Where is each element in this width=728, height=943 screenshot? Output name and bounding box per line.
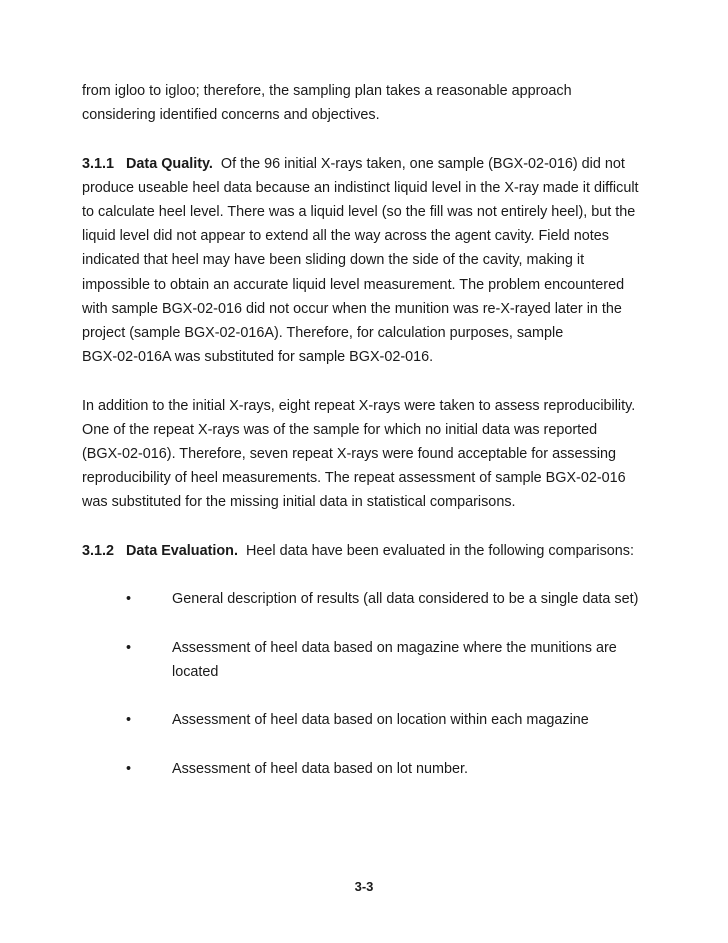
section-title: Data Evaluation.	[126, 542, 238, 559]
text-line: BGX-02-016A was substituted for sample BGX-02-016.	[82, 349, 434, 366]
page-body	[82, 79, 652, 781]
repeat-xrays-paragraph	[82, 394, 652, 515]
intro-paragraph	[82, 79, 652, 127]
paragraph-gap	[82, 127, 652, 151]
text-line: (BGX-02-016). Therefore, seven repeat X-rays were found acceptable for assessing	[82, 446, 617, 463]
text-line: impossible to obtain an accurate liquid level measurement. The problem encountered	[82, 276, 625, 293]
bullet-marker: •	[126, 639, 132, 656]
bullet-marker: •	[126, 591, 132, 608]
text-line: project (sample BGX-02-016A). Therefore, for calculation purposes, sample	[82, 325, 564, 342]
text-line: from igloo to igloo; therefore, the sampling plan takes a reasonable approach	[82, 83, 572, 99]
list-item	[82, 636, 652, 684]
section-heading-line	[82, 539, 652, 563]
text-line: considering identified concerns and objectives.	[82, 107, 380, 124]
section-first-line-text: Heel data have been evaluated in the following comparisons:	[245, 542, 634, 559]
list-item	[82, 708, 652, 732]
list-item-text: General description of results (all data considered to be a single data set)	[172, 591, 639, 608]
text-line: indicated that heel may have been sliding down the side of the cavity, making it	[82, 252, 585, 269]
section-number: 3.1.1	[82, 155, 115, 172]
text-line: reproducibility of heel measurements. The repeat assessment of sample BGX-02-016	[82, 470, 626, 487]
list-item-text: Assessment of heel data based on lot number.	[172, 760, 468, 777]
paragraph-gap	[82, 563, 652, 587]
section-data-evaluation	[82, 539, 652, 563]
bullet-marker: •	[126, 712, 132, 729]
section-title: Data Quality.	[126, 155, 213, 172]
section-heading-line	[82, 152, 652, 176]
text-line: One of the repeat X-rays was of the sample for which no initial data was reported	[82, 421, 598, 438]
text-line: In addition to the initial X-rays, eight repeat X-rays were taken to assess reproducibility.	[82, 397, 636, 414]
bullet-marker: •	[126, 760, 132, 777]
paragraph-gap	[82, 369, 652, 393]
paragraph-gap	[82, 515, 652, 539]
list-item-text: located	[172, 663, 219, 680]
text-line: produce useable heel data because an indistinct liquid level in the X-ray made it difficult	[82, 179, 639, 196]
section-number: 3.1.2	[82, 542, 115, 559]
list-item-text: Assessment of heel data based on magazine where the munitions are	[172, 639, 617, 656]
text-line: liquid level did not appear to extend all the way across the agent cavity. Field notes	[82, 228, 609, 245]
evaluation-bullet-list	[82, 587, 652, 781]
text-line: to calculate heel level. There was a liquid level (so the fill was not entirely heel), but the	[82, 204, 636, 220]
section-data-quality	[82, 152, 652, 370]
list-item	[82, 757, 652, 781]
list-item-text: Assessment of heel data based on location within each magazine	[172, 712, 589, 729]
section-first-line-text: Of the 96 initial X-rays taken, one sample (BGX-02-016) did not	[220, 155, 625, 172]
list-item	[82, 587, 652, 611]
text-line: with sample BGX-02-016 did not occur when the munition was re-X-rayed later in the	[82, 300, 622, 317]
page-number: 3-3	[354, 879, 374, 894]
text-line: was substituted for the missing initial data in statistical comparisons.	[82, 494, 516, 511]
